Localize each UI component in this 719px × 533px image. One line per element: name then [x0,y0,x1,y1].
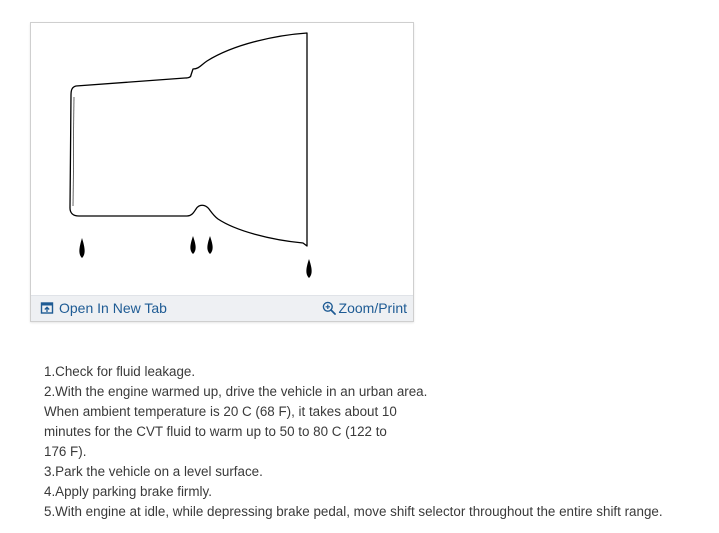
zoom-print-link[interactable] [322,300,407,316]
procedure-line: 2.With the engine warmed up, drive the vehicle in an urban area. [44,384,428,399]
procedure-line: 176 F). [44,444,87,459]
transmission-outline [70,33,307,246]
procedure-text [44,362,704,522]
figure-toolbar [31,295,413,321]
zoom-print-label: Zoom/Print [338,300,407,316]
procedure-line: minutes for the CVT fluid to warm up to 50 to 80 C (122 to [44,424,387,439]
fluid-drop-3 [207,236,212,254]
fluid-drop-1 [79,238,84,258]
open-in-new-tab-link[interactable] [40,300,167,316]
procedure-line: 5.With engine at idle, while depressing brake pedal, move shift selector throughout the entire shift range. [44,504,663,519]
open-new-tab-icon [40,301,54,315]
figure-card [30,22,414,322]
transmission-leak-diagram [31,23,413,295]
procedure-line: 4.Apply parking brake firmly. [44,484,212,499]
zoom-in-icon [322,301,336,315]
procedure-line: 1.Check for fluid leakage. [44,364,196,379]
open-in-new-tab-label: Open In New Tab [59,300,167,316]
transmission-inner-edge [73,97,74,206]
fluid-drop-2 [190,236,195,254]
fluid-drop-4 [306,259,311,278]
procedure-line: 3.Park the vehicle on a level surface. [44,464,263,479]
procedure-line: When ambient temperature is 20 C (68 F), it takes about 10 [44,404,397,419]
